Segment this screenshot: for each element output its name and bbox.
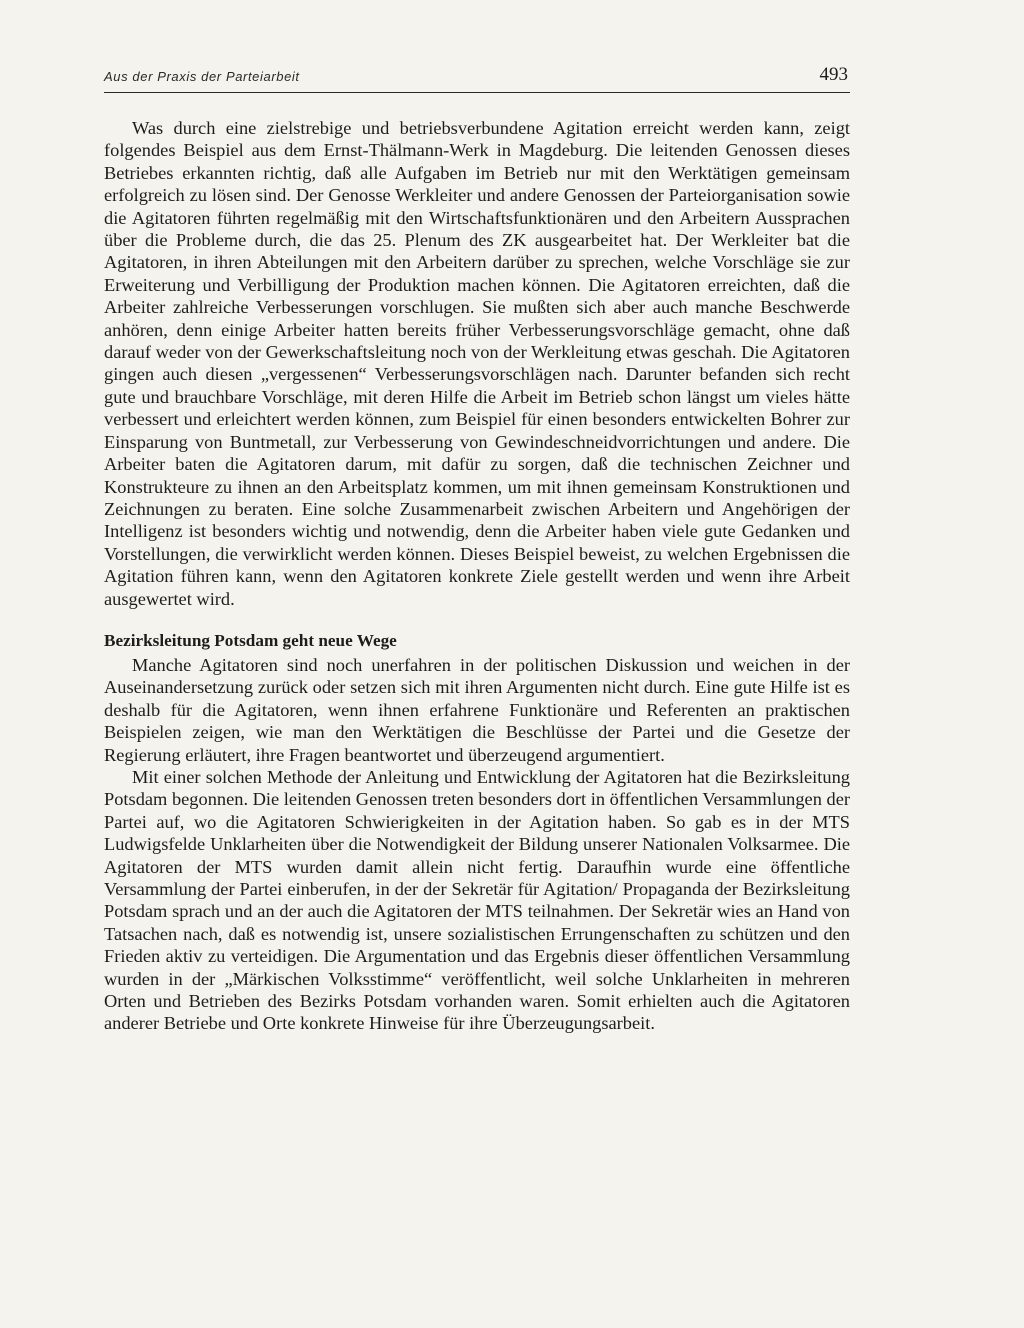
paragraph: Was durch eine zielstrebige und betriebsverbundene Agitation erreicht werden kann, zeigt folgendes Beispiel aus dem Ernst-Thälmann-Werk in Magdeburg. Die leitenden Genossen dieses Betriebes erkannten richtig, daß alle Aufgaben im Betrieb nur mit den Werktätigen gemeinsam erfolgreich zu lösen sind. Der Genosse Werkleiter und andere Genossen der Parteiorganisation sowie die Agitatoren führten regelmäßig mit den Wirtschaftsfunktionären und den Arbeitern Aussprachen über die Probleme durch, die das 25. Plenum des ZK ausgearbeitet hat. Der Werkleiter bat die Agitatoren, in ihren Abteilungen mit den Arbeitern darüber zu sprechen, welche Vorschläge sie zur Erweiterung und Verbilligung der Produktion machen können. Die Agitatoren erreichten, daß die Arbeiter zahlreiche Verbesserungen vorschlugen. Sie mußten sich aber auch manche Beschwerde anhören, denn einige Arbeiter hatten bereits früher Verbesserungsvorschläge gemacht, ohne daß darauf weder von der Gewerkschaftsleitung noch von der Werkleitung etwas geschah. Die Agitatoren gingen auch diesen „vergessenen“ Verbesserungsvorschlägen nach. Darunter befanden sich recht gute und brauchbare Vorschläge, mit deren Hilfe die Arbeit im Betrieb schon längst um vieles hätte verbessert und erleichtert werden können, zum Beispiel für einen besonders entwickelten Bohrer zur Einsparung von Buntmetall, zur Verbesserung von Gewindeschneidvorrichtungen und andere. Die Arbeiter baten die Agitatoren darum, mit dafür zu sorgen, daß die technischen Zeichner und Konstrukteure zu ihnen an den Arbeitsplatz kommen, um mit ihnen gemeinsam Konstruktionen und Zeichnungen zu beraten. Eine solche Zusammenarbeit zwischen Arbeitern und Angehörigen der Intelligenz ist besonders wichtig und notwendig, denn die Arbeiter haben viele gute Gedanken und Vorstellungen, die verwirklicht werden können. Dieses Beispiel beweist, zu welchen Ergebnissen die Agitation führen kann, wenn den Agitatoren konkrete Ziele gestellt werden und wenn ihre Arbeit ausgewertet wird.: [104, 118, 850, 609]
running-head: Aus der Praxis der Parteiarbeit: [104, 69, 300, 84]
page-number: 493: [819, 64, 848, 85]
paragraph: Mit einer solchen Methode der Anleitung und Entwicklung der Agitatoren hat die Bezirksleitung Potsdam begonnen. Die leitenden Genossen treten besonders dort in öffentlichen Versammlungen der Partei auf, wo die Agitatoren Schwierigkeiten in der Agitation haben. So gab es in der MTS Ludwigsfelde Unklarheiten über die Notwendigkeit der Bildung unserer Nationalen Volksarmee. Die Agitatoren der MTS wurden damit allein nicht fertig. Daraufhin wurde eine öffentliche Versammlung der Partei einberufen, in der der Sekretär für Agitation/ Propaganda der Bezirksleitung Potsdam sprach und an der auch die Agitatoren der MTS teilnahmen. Der Sekretär wies an Hand von Tatsachen nach, daß es notwendig ist, unsere sozialistischen Errungenschaften zu schützen und den Frieden aktiv zu verteidigen. Die Argumentation und das Ergebnis dieser öffentlichen Versammlung wurden in der „Märkischen Volksstimme“ veröffentlicht, weil solche Unklarheiten in mehreren Orten und Betrieben des Bezirks Potsdam vorhanden waren. Somit erhielten auch die Agitatoren anderer Betriebe und Orte konkrete Hinweise für ihre Überzeugungsarbeit.: [104, 766, 850, 1034]
section-heading: Bezirksleitung Potsdam geht neue Wege: [104, 630, 397, 650]
page-header: [104, 64, 850, 93]
paragraph: Manche Agitatoren sind noch unerfahren in der politischen Diskussion und weichen in der Auseinandersetzung zurück oder setzen sich mit ihren Argumenten nicht durch. Eine gute Hilfe ist es deshalb für die Agitatoren, wenn ihnen erfahrene Funktionäre und Referenten an praktischen Beispielen zeigen, wie man den Werktätigen die Beschlüsse der Partei und die Gesetze der Regierung erläutert, ihre Fragen beantwortet und überzeugend argumentiert.: [104, 654, 850, 765]
article-body: [104, 117, 850, 1035]
